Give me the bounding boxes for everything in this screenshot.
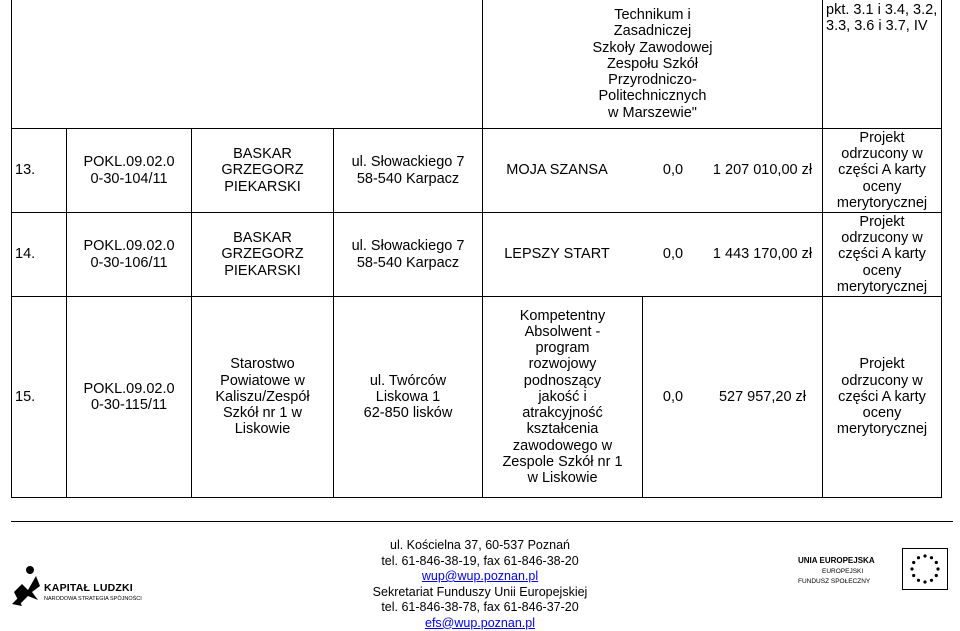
phone-line-2: tel. 61-846-38-78, fax 61-846-37-20 xyxy=(330,600,630,616)
row-lp: 14. xyxy=(15,213,65,296)
row-applicant: Starostwo Powiatowe w Kaliszu/Zespół Szkół nr 1 w Liskowie xyxy=(192,297,333,497)
eu-line3: FUNDUSZ SPOŁECZNY xyxy=(798,578,870,585)
row-project: LEPSZY START xyxy=(483,213,631,296)
secretariat-line: Sekretariat Funduszy Unii Europejskiej xyxy=(330,585,630,601)
email-link-wup[interactable]: wup@wup.poznan.pl xyxy=(330,569,630,585)
row-status: Projekt odrzucony w części A karty oceny merytorycznej xyxy=(823,129,941,212)
row-amount: 1 443 170,00 zł xyxy=(703,213,822,296)
row-address: ul. Słowackiego 7 58-540 Karpacz xyxy=(334,129,482,212)
row-amount: 527 957,20 zł xyxy=(703,297,822,497)
footer-divider xyxy=(11,521,953,522)
project-title-cell: Technikum i Zasadniczej Szkoły Zawodowej Zespołu Szkół Przyrodniczo- Politechnicznych w Marszewie" xyxy=(483,2,822,126)
address-line: ul. Kościelna 37, 60-537 Poznań xyxy=(330,538,630,554)
eu-logo xyxy=(792,548,952,594)
row-address: ul. Słowackiego 7 58-540 Karpacz xyxy=(334,213,482,296)
eu-line2: EUROPEJSKI xyxy=(822,568,863,575)
kapital-ludzki-subtitle: NARODOWA STRATEGIA SPÓJNOŚCI xyxy=(44,596,142,602)
email-link-efs[interactable]: efs@wup.poznan.pl xyxy=(330,616,630,631)
row-applicant: BASKAR GRZEGORZ PIEKARSKI xyxy=(192,129,333,212)
row-status: Projekt odrzucony w części A karty oceny merytorycznej xyxy=(823,213,941,296)
row-status: Projekt odrzucony w części A karty oceny merytorycznej xyxy=(823,297,941,497)
row-amount: 1 207 010,00 zł xyxy=(703,129,822,212)
phone-line: tel. 61-846-38-19, fax 61-846-38-20 xyxy=(330,554,630,570)
eu-title: UNIA EUROPEJSKA xyxy=(798,556,875,565)
row-project: MOJA SZANSA xyxy=(483,129,631,212)
row-own: 0,0 xyxy=(643,297,703,497)
row-number: POKL.09.02.0 0-30-106/11 xyxy=(67,213,191,296)
row-own: 0,0 xyxy=(643,213,703,296)
row-project: Kompetentny Absolwent - program rozwojowy podnoszący jakość i atrakcyjność kształcenia zawodowego w Zespole Szkół nr 1 w Liskowie xyxy=(483,297,642,497)
row-address: ul. Twórców Liskowa 1 62-850 lisków xyxy=(334,297,482,497)
status-cell: pkt. 3.1 i 3.4, 3.2, 3.3, 3.6 i 3.7, IV xyxy=(826,2,941,126)
row-lp: 13. xyxy=(15,129,65,212)
kapital-ludzki-title: KAPITAŁ LUDZKI xyxy=(44,582,133,594)
row-number: POKL.09.02.0 0-30-104/11 xyxy=(67,129,191,212)
results-table xyxy=(11,0,953,498)
row-number: POKL.09.02.0 0-30-115/11 xyxy=(67,297,191,497)
row-applicant: BASKAR GRZEGORZ PIEKARSKI xyxy=(192,213,333,296)
row-lp: 15. xyxy=(15,297,65,497)
contact-block xyxy=(330,538,630,631)
row-own: 0,0 xyxy=(643,129,703,212)
eu-flag-icon xyxy=(902,548,948,590)
kapital-ludzki-logo xyxy=(8,556,158,616)
